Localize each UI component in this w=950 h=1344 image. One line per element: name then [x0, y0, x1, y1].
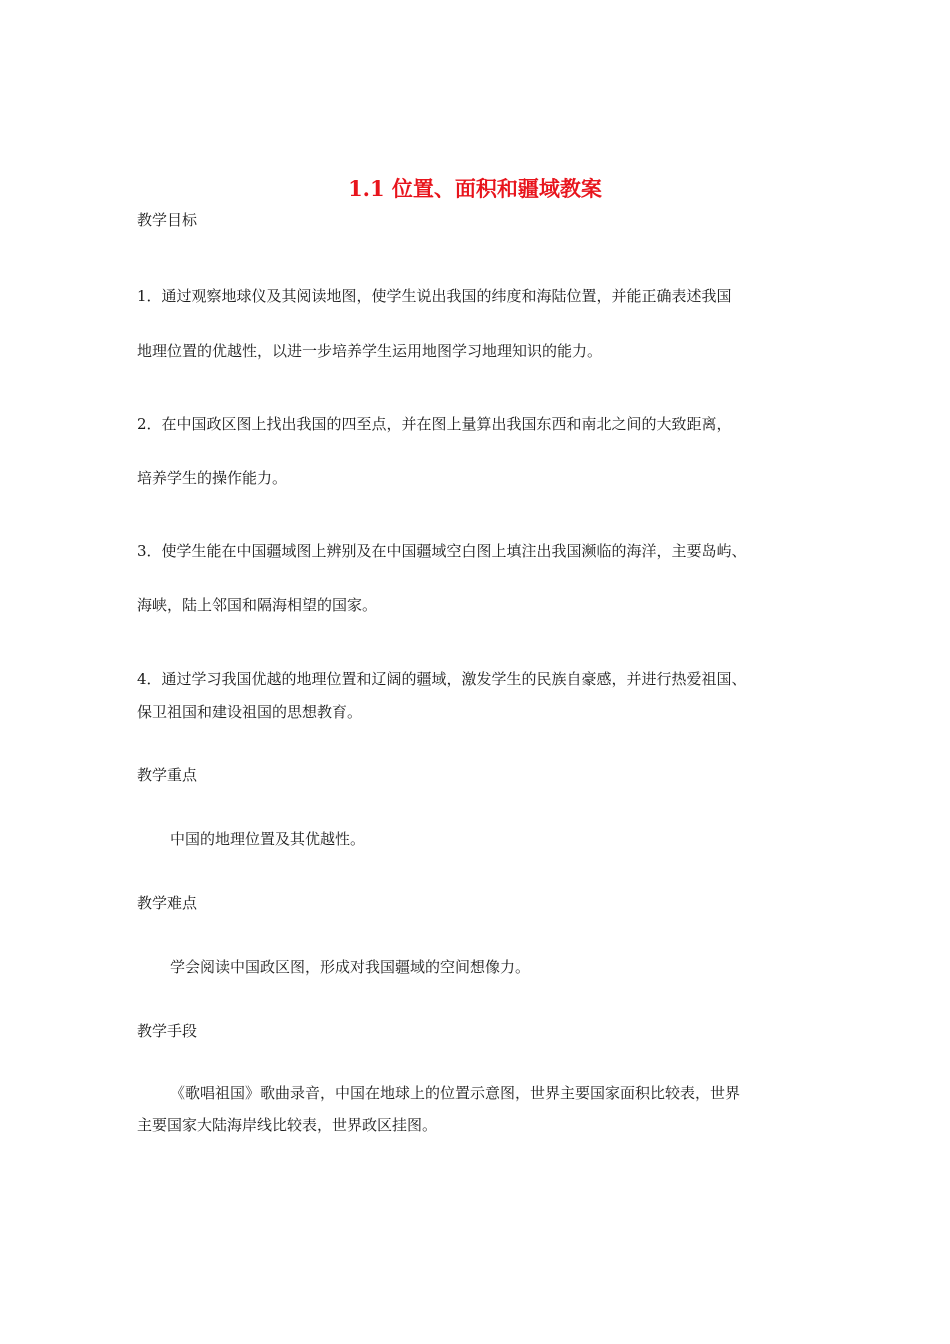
document-title: 1.1 位置、面积和疆域教案	[348, 176, 602, 201]
objective-2-line-2: 培养学生的操作能力。	[137, 469, 288, 487]
teaching-means-line-1: 《歌唱祖国》歌曲录音，中国在地球上的位置示意图，世界主要国家面积比较表，世界	[170, 1084, 741, 1102]
teaching-means-heading: 教学手段	[137, 1022, 198, 1040]
objective-4-line-2: 保卫祖国和建设祖国的思想教育。	[137, 703, 363, 721]
difficulty-text: 学会阅读中国政区图，形成对我国疆域的空间想像力。	[170, 958, 531, 976]
key-points-heading: 教学重点	[137, 766, 198, 784]
teaching-means-line-2: 主要国家大陆海岸线比较表，世界政区挂图。	[137, 1116, 438, 1134]
objective-1-line-2: 地理位置的优越性，以进一步培养学生运用地图学习地理知识的能力。	[137, 342, 603, 360]
objective-1-line-1: 1．通过观察地球仪及其阅读地图，使学生说出我国的纬度和海陆位置，并能正确表述我国	[137, 287, 732, 305]
objective-3-line-2: 海峡，陆上邻国和隔海相望的国家。	[137, 596, 378, 614]
difficulty-heading: 教学难点	[137, 894, 198, 912]
objective-4-line-1: 4．通过学习我国优越的地理位置和辽阔的疆域，激发学生的民族自豪感，并进行热爱祖国、	[137, 670, 747, 688]
key-points-text: 中国的地理位置及其优越性。	[170, 830, 366, 848]
objective-3-line-1: 3．使学生能在中国疆域图上辨别及在中国疆域空白图上填注出我国濒临的海洋，主要岛屿、	[137, 542, 747, 560]
objectives-heading: 教学目标	[137, 211, 198, 229]
objective-2-line-1: 2．在中国政区图上找出我国的四至点，并在图上量算出我国东西和南北之间的大致距离，	[137, 415, 732, 433]
